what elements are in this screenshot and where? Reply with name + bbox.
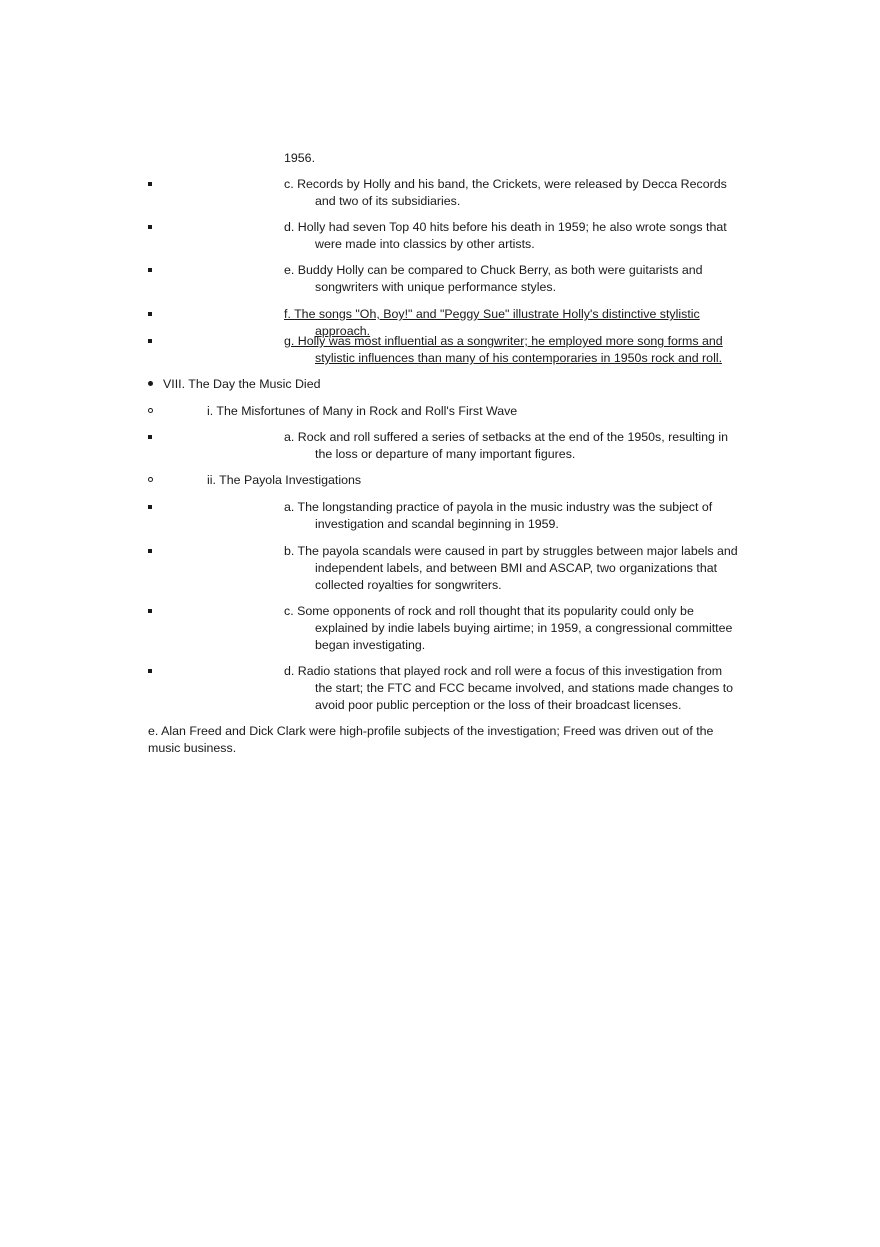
list-item-text: c. Some opponents of rock and roll thought that its popularity could only be explained by indie labels buying airtime; in 1959, a congressional committee began investigating. (284, 604, 733, 652)
list-item-text: d. Radio stations that played rock and roll were a focus of this investigation from the start; the FTC and FCC became involved, and stations made changes to avoid poor public perception or the loss of their broadcast licenses. (284, 664, 734, 712)
list-item-text: b. The payola scandals were caused in part by struggles between major labels and independent labels, and between BMI and ASCAP, two organizations that collected royalties for songwriters. (284, 544, 738, 592)
square-bullet-icon (148, 549, 152, 553)
square-bullet-icon (148, 435, 152, 439)
square-bullet-icon (148, 268, 152, 272)
square-bullet-icon (148, 225, 152, 229)
square-bullet-icon (148, 669, 152, 673)
square-bullet-icon (148, 182, 152, 186)
list-item-text: e. Buddy Holly can be compared to Chuck Berry, as both were guitarists and songwriters with unique performance styles. (284, 263, 703, 294)
circle-bullet-icon (148, 477, 153, 482)
square-bullet-icon (148, 339, 152, 343)
list-item-text: a. Rock and roll suffered a series of setbacks at the end of the 1950s, resulting in the loss or departure of many important figures. (284, 430, 729, 461)
paragraph-text: e. Alan Freed and Dick Clark were high-profile subjects of the investigation; Freed was driven out of the music business. (148, 724, 714, 755)
continuation-text: 1956. (284, 151, 316, 165)
list-item-text: c. Records by Holly and his band, the Crickets, were released by Decca Records and two of its subsidiaries. (284, 177, 727, 208)
section-heading-text: VIII. The Day the Music Died (163, 377, 321, 391)
square-bullet-icon (148, 312, 152, 316)
subsection-heading-text: i. The Misfortunes of Many in Rock and Roll's First Wave (207, 404, 518, 418)
list-item-text: f. The songs "Oh, Boy!" and "Peggy Sue" illustrate Holly's distinctive stylistic approach. (284, 307, 700, 338)
square-bullet-icon (148, 505, 152, 509)
list-item-text: d. Holly had seven Top 40 hits before his death in 1959; he also wrote songs that were made into classics by other artists. (284, 220, 727, 251)
circle-bullet-icon (148, 408, 153, 413)
disc-bullet-icon (148, 381, 153, 386)
list-item-text: a. The longstanding practice of payola in the music industry was the subject of investigation and scandal beginning in 1959. (284, 500, 713, 531)
subsection-heading-text: ii. The Payola Investigations (207, 473, 362, 487)
list-item-text: g. Holly was most influential as a songwriter; he employed more song forms and stylistic influences than many of his contemporaries in 1950s rock and roll. (284, 334, 723, 365)
square-bullet-icon (148, 609, 152, 613)
